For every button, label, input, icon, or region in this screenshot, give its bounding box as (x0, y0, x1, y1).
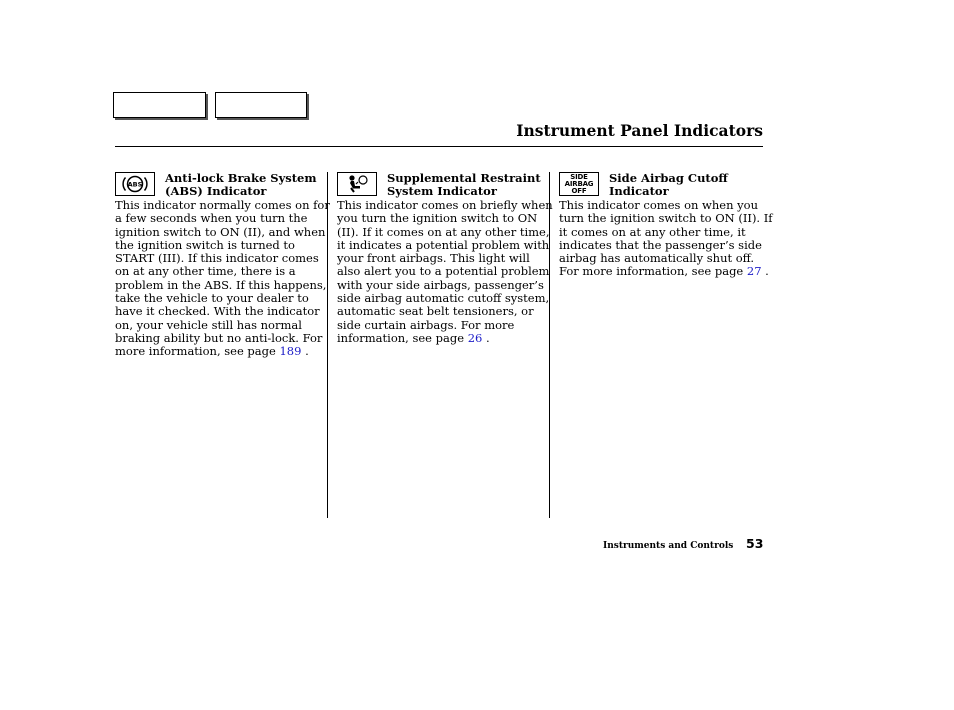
side-airbag-off-indicator-icon: SIDE AIRBAG OFF (559, 172, 599, 196)
next-page-button[interactable] (215, 92, 307, 118)
srs-section (337, 172, 553, 345)
srs-airbag-indicator-icon (337, 172, 377, 196)
title-divider (115, 146, 763, 147)
page-link-27[interactable]: 27 (746, 264, 762, 279)
page-link-189[interactable]: 189 (279, 344, 302, 359)
srs-heading: Supplemental Restraint System Indicator (387, 171, 541, 198)
svg-text:ABS: ABS (127, 180, 143, 189)
abs-section (115, 172, 330, 359)
abs-indicator-icon (115, 172, 155, 196)
abs-description: This indicator normally comes on for a few seconds when you turn the ignition switch to ON (II), and when the ignition switch is turned to START (III). If this indicator comes on at any other time, there is a problem in the ABS. If this happens, take the vehicle to your dealer to have it checked. With the indicator on, your vehicle still has normal braking ability but no anti-lock. For more information, see page 189 . (115, 198, 330, 359)
srs-description: This indicator comes on briefly when you turn the ignition switch to ON (II). If it comes on at any other time, it indicates a potential problem with your front airbags. This light will also alert you to a potential problem with your side airbags, passenger’s side airbag automatic cutoff system, automatic seat belt tensioners, or side curtain airbags. For more information, see page 26 . (337, 198, 553, 345)
side-airbag-heading: Side Airbag Cutoff Indicator (609, 171, 728, 198)
page-title: Instrument Panel Indicators (516, 121, 763, 140)
abs-heading: Anti-lock Brake System (ABS) Indicator (165, 171, 317, 198)
side-airbag-section (559, 172, 773, 279)
page-number: 53 (746, 536, 764, 551)
page-link-26[interactable]: 26 (467, 330, 483, 345)
previous-page-button[interactable] (113, 92, 206, 118)
footer-section-title: Instruments and Controls (603, 541, 734, 551)
side-airbag-description: This indicator comes on when you turn the ignition switch to ON (II). If it comes on at any other time, it indicates that the passenger’s side airbag has automatically shut off. For more information, see page 27 . (559, 198, 773, 279)
